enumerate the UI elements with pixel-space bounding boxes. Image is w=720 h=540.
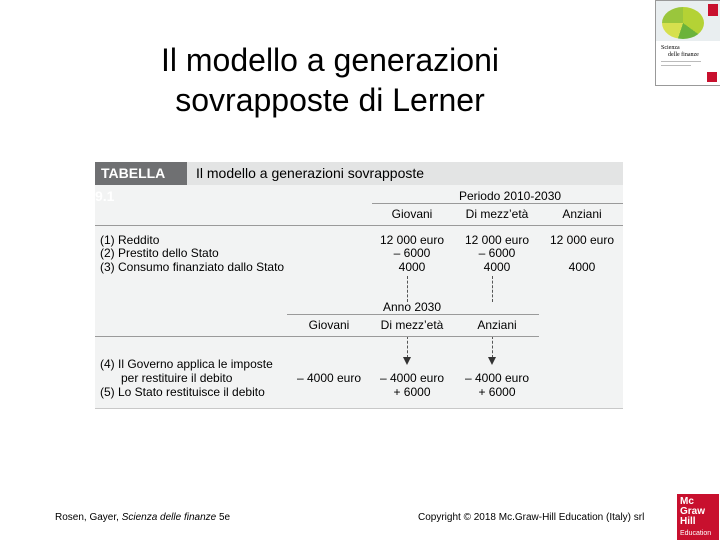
row-label-reddito: (1) Reddito xyxy=(100,233,160,247)
period-header: Periodo 2010-2030 xyxy=(458,189,562,203)
col-header-mezzeta-2030: Di mezz’età xyxy=(380,318,444,332)
col-header-mezzeta: Di mezz’età xyxy=(465,207,529,221)
cover-title-line1: Scienza xyxy=(661,45,680,51)
cell: – 4000 euro xyxy=(379,371,445,385)
row-label-consumo: (3) Consumo finanziato dallo Stato xyxy=(100,260,285,274)
row-label-imposte-cont: per restituire il debito xyxy=(121,371,233,385)
table-image xyxy=(95,162,623,409)
footer-citation: Rosen, Gayer, Scienza delle finanze 5e xyxy=(55,512,231,523)
cell: – 4000 euro xyxy=(296,371,362,385)
cell: – 6000 xyxy=(393,246,431,260)
row-label-imposte: (4) Il Governo applica le imposte xyxy=(100,357,273,371)
slide-title-line2: sovrapposte di Lerner xyxy=(175,82,485,118)
footer-copyright: Copyright © 2018 Mc.Graw-Hill Education (Italy) srl xyxy=(418,512,645,523)
arrow-down-icon xyxy=(488,357,496,365)
col-header-anziani: Anziani xyxy=(562,207,602,221)
slide-title xyxy=(60,40,600,120)
cell: 12 000 euro xyxy=(464,233,530,247)
cell: 4000 xyxy=(398,260,426,274)
cell: + 6000 xyxy=(393,385,431,399)
year-header: Anno 2030 xyxy=(382,300,442,314)
cover-title-line2: delle finanze xyxy=(668,52,699,58)
cell: 12 000 euro xyxy=(379,233,445,247)
cell: + 6000 xyxy=(478,385,516,399)
row-label-restituisce: (5) Lo Stato restituisce il debito xyxy=(100,385,265,399)
table-number: TABELLA 9.1 xyxy=(95,162,187,185)
col-header-anziani-2030: Anziani xyxy=(477,318,517,332)
cell: 4000 xyxy=(483,260,511,274)
slide-title-line1: Il modello a generazioni xyxy=(161,42,499,78)
col-header-giovani-2030: Giovani xyxy=(308,318,350,332)
arrow-down-icon xyxy=(403,357,411,365)
table-caption: Il modello a generazioni sovrapposte xyxy=(196,165,425,181)
cell: 12 000 euro xyxy=(549,233,615,247)
row-label-prestito: (2) Prestito dello Stato xyxy=(100,246,219,260)
mcgraw-hill-logo: Mc Graw Hill Education xyxy=(677,494,719,540)
cell: 4000 xyxy=(568,260,596,274)
book-cover-thumbnail xyxy=(655,0,720,86)
cover-publisher-logo xyxy=(707,72,717,82)
col-header-giovani: Giovani xyxy=(391,207,433,221)
cover-chart-image xyxy=(662,7,704,39)
cell: – 4000 euro xyxy=(464,371,530,385)
cell: – 6000 xyxy=(478,246,516,260)
